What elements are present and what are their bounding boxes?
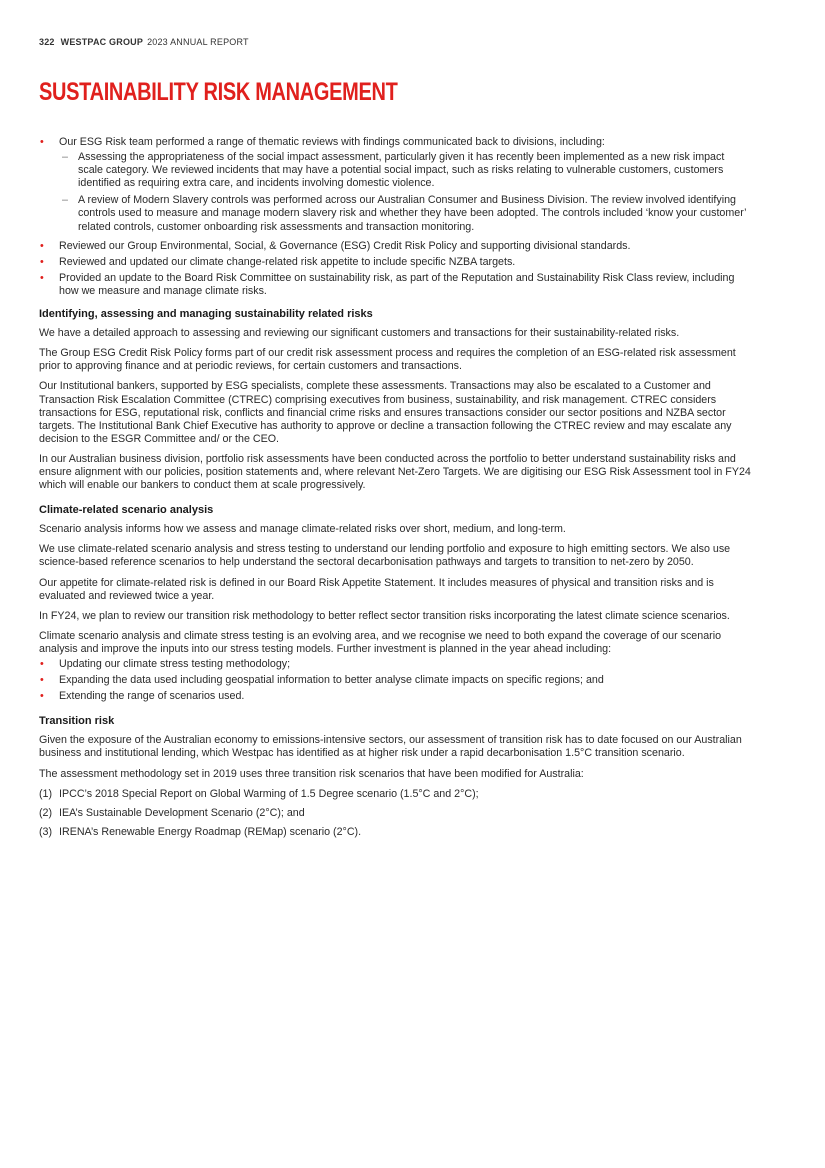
item-text: IRENA’s Renewable Energy Roadmap (REMap) scenario (2°C). — [59, 825, 362, 838]
section-heading-transition-risk: Transition risk — [39, 715, 115, 728]
scenario-list — [39, 788, 751, 839]
list-item — [39, 807, 751, 820]
sub-list-item — [59, 194, 751, 233]
paragraph: Our Institutional bankers, supported by ESG specialists, complete these assessments. Transactions may also be escalated to a Customer and Transaction Risk Escalation Committee (CTREC) comprising executives from business, sustainability, and risk management. CTREC considers transactions for ESG, reputational risk, conflicts and financial crime risks and ensures transactions consider our sector positions and NZBA sector targets. The Institutional Bank Chief Executive has authority to approve or decline a transaction following the CTREC review and may escalate any decision to the ESGR Committee and/ or the CEO. — [39, 380, 732, 445]
paragraph: The Group ESG Credit Risk Policy forms part of our credit risk assessment process and requires the completion of an ESG-related risk assessment prior to approving finance and at periodic reviews, for certain customers and transactions. — [39, 347, 736, 373]
list-item — [39, 272, 751, 298]
bullet-icon: • — [40, 239, 44, 252]
bullet-icon: • — [40, 136, 44, 148]
paragraph: Given the exposure of the Australian economy to emissions-intensive sectors, our assessment of transition risk has to date focused on our Australian business and institutional lending, which Westpac has identified as at higher risk under a rapid decarbonisation 1.5°C transition scenario. — [39, 734, 742, 760]
bullet-text: Reviewed our Group Environmental, Social, & Governance (ESG) Credit Risk Policy and supporting divisional standards. — [59, 239, 631, 252]
list-item — [39, 136, 751, 234]
list-item — [39, 240, 751, 253]
bullet-text: Expanding the data used including geospatial information to better analyse climate impacts on specific regions; and — [59, 674, 604, 687]
header-report: 2023 ANNUAL REPORT — [147, 37, 249, 47]
section-heading-identifying-risks: Identifying, assessing and managing sustainability related risks — [39, 308, 373, 321]
page-title: SUSTAINABILITY RISK MANAGEMENT — [39, 78, 398, 106]
sub-item-text: A review of Modern Slavery controls was performed across our Australian Consumer and Business Division. The review involved identifying controls used to measure and manage modern slavery risk and whether they have been adopted. The controls included ‘know your customer’ related controls, customer onboarding risk assessments and transaction monitoring. — [78, 194, 747, 233]
page-number: 322 — [39, 37, 55, 47]
investment-bullet-list — [39, 658, 751, 703]
item-number: (3) — [39, 825, 53, 838]
bullet-text: Updating our climate stress testing methodology; — [59, 658, 291, 670]
paragraph: Climate scenario analysis and climate stress testing is an evolving area, and we recognise we need to both expand the coverage of our scenario analysis and improve the inputs into our stress testing models. Further investment is planned in the year ahead including: — [39, 629, 722, 655]
list-item — [39, 658, 751, 671]
header-org: WESTPAC GROUP — [60, 37, 144, 47]
list-item — [39, 690, 751, 703]
main-content — [39, 136, 751, 845]
paragraph: In our Australian business division, portfolio risk assessments have been conducted across the portfolio to better understand sustainability risks and ensure alignment with our policies, position statements and, where relevant Net-Zero Targets. We are digitising our ESG Risk Assessment tool in FY24 which will enable our bankers to conduct them at scale progressively. — [39, 452, 751, 492]
bullet-text: Our ESG Risk team performed a range of thematic reviews with findings communicated back to divisions, including: — [59, 136, 605, 148]
paragraph: The assessment methodology set in 2019 uses three transition risk scenarios that have been modified for Australia: — [39, 767, 584, 780]
list-item — [39, 826, 751, 839]
paragraph: We have a detailed approach to assessing and reviewing our significant customers and transactions for their sustainability-related risks. — [39, 327, 680, 340]
page-header — [39, 37, 249, 47]
bullet-text: Extending the range of scenarios used. — [59, 690, 245, 703]
bullet-icon: • — [40, 690, 44, 703]
list-item — [39, 256, 751, 269]
bullet-icon: • — [40, 271, 44, 284]
list-item — [39, 788, 751, 801]
bullet-text: Provided an update to the Board Risk Committee on sustainability risk, as part of the Reputation and Sustainability Risk Class review, including how we measure and manage climate risks. — [59, 271, 735, 297]
item-number: (2) — [39, 806, 53, 819]
sub-item-text: Assessing the appropriateness of the social impact assessment, particularly given it has recently been implemented as a new risk impact scale category. We reviewed incidents that may have a potential social impact, such as risks relating to vulnerable customers, customers identified as requiring extra care, and incidents involving domestic violence. — [78, 151, 725, 190]
item-text: IPCC’s 2018 Special Report on Global Warming of 1.5 Degree scenario (1.5°C and 2°C); — [59, 787, 479, 800]
item-text: IEA’s Sustainable Development Scenario (2°C); and — [59, 806, 305, 819]
list-item — [39, 674, 751, 687]
paragraph: Scenario analysis informs how we assess and manage climate-related risks over short, medium, and long-term. — [39, 523, 566, 536]
dash-icon: – — [62, 151, 68, 164]
item-number: (1) — [39, 787, 53, 800]
sub-list-item — [59, 151, 751, 190]
paragraph: In FY24, we plan to review our transition risk methodology to better reflect sector transition risks incorporating the latest climate science scenarios. — [39, 609, 730, 622]
bullet-icon: • — [40, 674, 44, 687]
bullet-icon: • — [40, 255, 44, 268]
paragraph: We use climate-related scenario analysis and stress testing to understand our lending portfolio and exposure to high emitting sectors. We also use science-based reference scenarios to help understand the sectoral decarbonisation pathways and targets to transition to net-zero by 2050. — [39, 543, 731, 569]
section-heading-scenario-analysis: Climate-related scenario analysis — [39, 504, 214, 517]
bullet-text: Reviewed and updated our climate change-related risk appetite to include specific NZBA targets. — [59, 255, 516, 268]
sub-list — [59, 151, 751, 234]
dash-icon: – — [62, 194, 68, 207]
intro-bullet-list — [39, 136, 751, 298]
paragraph: Our appetite for climate-related risk is defined in our Board Risk Appetite Statement. It includes measures of physical and transition risks and is evaluated and reviewed twice a year. — [39, 576, 714, 602]
bullet-icon: • — [40, 658, 44, 670]
